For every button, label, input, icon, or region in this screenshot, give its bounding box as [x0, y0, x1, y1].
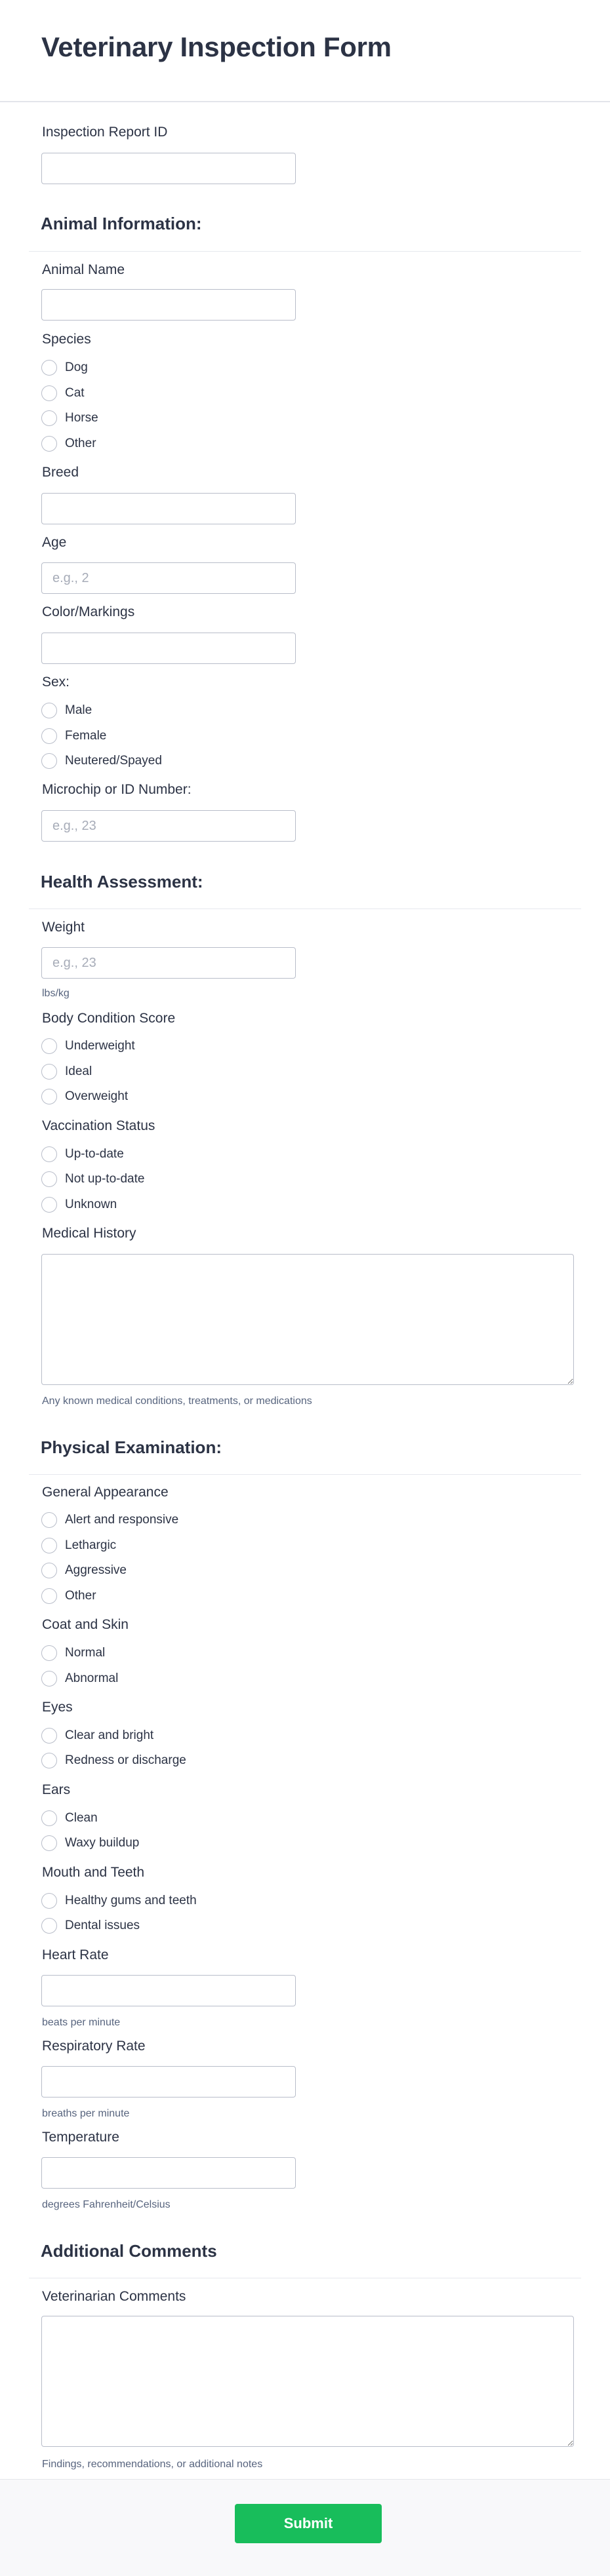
radio-button[interactable] [41, 1671, 57, 1687]
vet-comments-textarea[interactable] [41, 2316, 574, 2447]
color-markings-input[interactable] [41, 633, 296, 664]
appearance-other[interactable]: Other [41, 1588, 96, 1604]
medical-history-label: Medical History [42, 1226, 136, 1241]
appearance-aggressive[interactable]: Aggressive [41, 1563, 127, 1578]
heart-rate-input[interactable] [41, 1975, 296, 2006]
section-animal-info: Animal Information: [41, 214, 202, 233]
sex-label: Sex: [42, 674, 70, 690]
section-additional-comments: Additional Comments [41, 2241, 217, 2261]
sex-option-female[interactable]: Female [41, 728, 106, 744]
eyes-label: Eyes [42, 1700, 73, 1715]
species-option-other[interactable]: Other [41, 436, 96, 452]
microchip-label: Microchip or ID Number: [42, 782, 192, 797]
weight-label: Weight [42, 920, 85, 935]
general-appearance-label: General Appearance [42, 1485, 169, 1500]
coat-skin-label: Coat and Skin [42, 1617, 129, 1632]
species-option-horse[interactable]: Horse [41, 410, 98, 426]
ears-waxy[interactable]: Waxy buildup [41, 1835, 139, 1851]
radio-button[interactable] [41, 1835, 57, 1851]
body-condition-underweight[interactable]: Underweight [41, 1038, 135, 1054]
vaccination-up-to-date[interactable]: Up-to-date [41, 1146, 124, 1162]
heart-rate-hint: beats per minute [42, 2017, 121, 2028]
section-health-assessment: Health Assessment: [41, 872, 203, 891]
mouth-dental-issues[interactable]: Dental issues [41, 1918, 140, 1934]
mouth-teeth-label: Mouth and Teeth [42, 1865, 145, 1880]
radio-button[interactable] [41, 1918, 57, 1934]
color-markings-label: Color/Markings [42, 604, 135, 619]
form-header [0, 0, 610, 102]
medical-history-hint: Any known medical conditions, treatments, or medications [42, 1395, 312, 1407]
eyes-clear[interactable]: Clear and bright [41, 1728, 153, 1744]
appearance-lethargic[interactable]: Lethargic [41, 1538, 116, 1553]
sex-option-male[interactable]: Male [41, 703, 92, 718]
radio-button[interactable] [41, 1512, 57, 1528]
temperature-input[interactable] [41, 2157, 296, 2189]
body-condition-ideal[interactable]: Ideal [41, 1064, 92, 1080]
form-title: Veterinary Inspection Form [41, 31, 392, 62]
breed-label: Breed [42, 465, 79, 480]
sex-option-neutered[interactable]: Neutered/Spayed [41, 753, 162, 769]
vet-comments-label: Veterinarian Comments [42, 2289, 186, 2304]
radio-button[interactable] [41, 1753, 57, 1768]
coat-skin-abnormal[interactable]: Abnormal [41, 1671, 118, 1687]
radio-button[interactable] [41, 360, 57, 376]
age-input[interactable] [41, 562, 296, 594]
radio-button[interactable] [41, 1171, 57, 1187]
animal-name-input[interactable] [41, 289, 296, 321]
vaccination-not-up-to-date[interactable]: Not up-to-date [41, 1171, 144, 1187]
radio-button[interactable] [41, 1064, 57, 1080]
radio-button[interactable] [41, 753, 57, 769]
radio-button[interactable] [41, 703, 57, 718]
section-divider [29, 1474, 581, 1475]
vet-comments-hint: Findings, recommendations, or additional notes [42, 2459, 263, 2470]
radio-button[interactable] [41, 1038, 57, 1054]
radio-button[interactable] [41, 1197, 57, 1213]
radio-button[interactable] [41, 410, 57, 426]
radio-button[interactable] [41, 1645, 57, 1661]
submit-button[interactable]: Submit [235, 2504, 382, 2543]
radio-button[interactable] [41, 1563, 57, 1578]
mouth-healthy[interactable]: Healthy gums and teeth [41, 1893, 197, 1909]
species-option-cat[interactable]: Cat [41, 385, 85, 401]
radio-button[interactable] [41, 1538, 57, 1553]
coat-skin-normal[interactable]: Normal [41, 1645, 105, 1661]
appearance-alert[interactable]: Alert and responsive [41, 1512, 178, 1528]
section-physical-exam: Physical Examination: [41, 1437, 222, 1457]
weight-hint: lbs/kg [42, 988, 70, 999]
respiratory-rate-hint: breaths per minute [42, 2108, 130, 2119]
species-label: Species [42, 332, 91, 347]
temperature-label: Temperature [42, 2130, 119, 2145]
breed-input[interactable] [41, 493, 296, 524]
vaccination-unknown[interactable]: Unknown [41, 1197, 117, 1213]
ears-clean[interactable]: Clean [41, 1810, 98, 1826]
radio-button[interactable] [41, 1588, 57, 1604]
radio-button[interactable] [41, 1728, 57, 1744]
animal-name-label: Animal Name [42, 262, 125, 277]
report-id-input[interactable] [41, 153, 296, 184]
radio-button[interactable] [41, 1893, 57, 1909]
radio-button[interactable] [41, 385, 57, 401]
vaccination-label: Vaccination Status [42, 1118, 155, 1133]
section-divider [29, 908, 581, 909]
report-id-label: Inspection Report ID [42, 125, 168, 140]
respiratory-rate-label: Respiratory Rate [42, 2039, 146, 2054]
radio-button[interactable] [41, 436, 57, 452]
body-condition-label: Body Condition Score [42, 1011, 176, 1026]
species-option-dog[interactable]: Dog [41, 360, 88, 376]
microchip-input[interactable] [41, 810, 296, 842]
weight-input[interactable] [41, 947, 296, 979]
age-label: Age [42, 535, 67, 550]
section-divider [29, 251, 581, 252]
temperature-hint: degrees Fahrenheit/Celsius [42, 2199, 171, 2210]
eyes-redness[interactable]: Redness or discharge [41, 1753, 186, 1768]
radio-button[interactable] [41, 1146, 57, 1162]
radio-button[interactable] [41, 1810, 57, 1826]
body-condition-overweight[interactable]: Overweight [41, 1089, 128, 1104]
respiratory-rate-input[interactable] [41, 2066, 296, 2098]
medical-history-textarea[interactable] [41, 1254, 574, 1385]
radio-button[interactable] [41, 1089, 57, 1104]
heart-rate-label: Heart Rate [42, 1947, 109, 1962]
radio-button[interactable] [41, 728, 57, 744]
ears-label: Ears [42, 1782, 71, 1797]
